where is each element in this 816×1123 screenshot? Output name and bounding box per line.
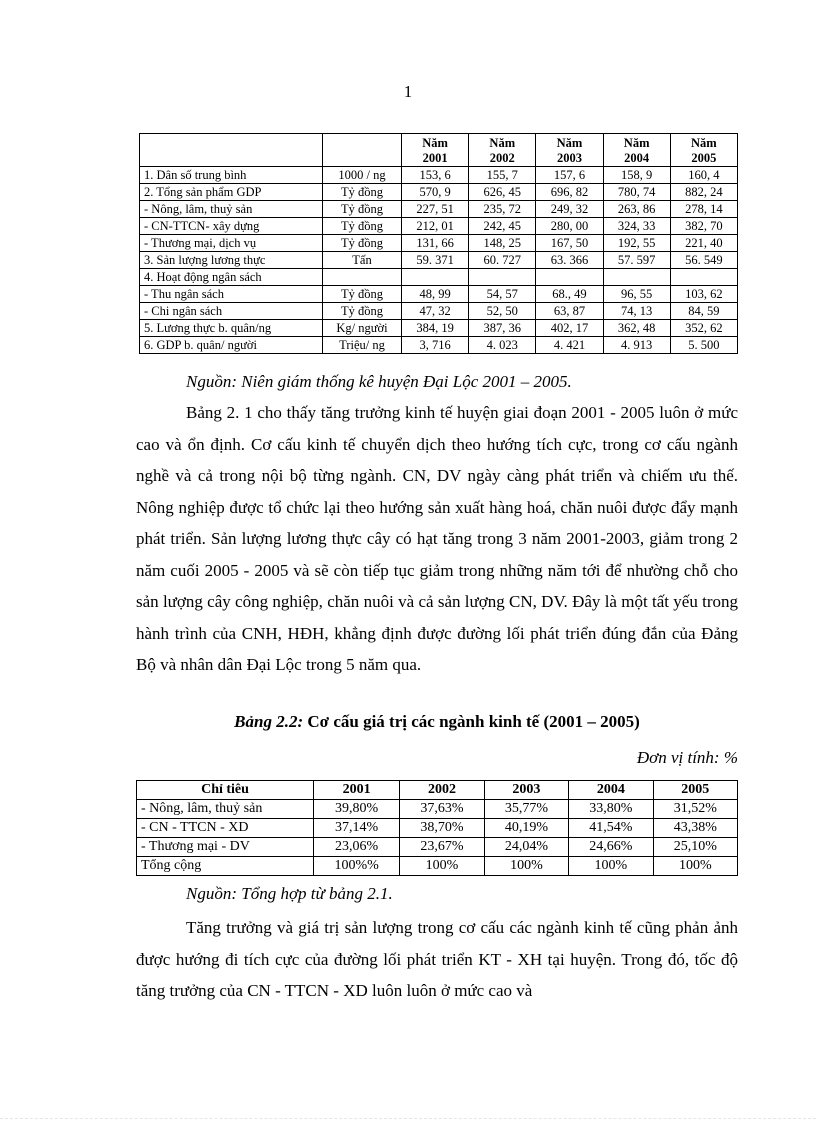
table2-caption-label: Bảng 2.2: — [234, 712, 304, 731]
value-cell: 54, 57 — [469, 286, 536, 303]
value-cell: 242, 45 — [469, 218, 536, 235]
row-label-cell: - Thương mại - DV — [137, 838, 314, 857]
table1-row — [140, 337, 738, 354]
value-cell: 59. 371 — [402, 252, 469, 269]
value-cell: 47, 32 — [402, 303, 469, 320]
row-label-cell: 6. GDP b. quân/ người — [140, 337, 323, 354]
value-cell: 31,52% — [653, 800, 737, 819]
value-cell: 402, 17 — [536, 320, 603, 337]
value-cell: 38,70% — [400, 819, 484, 838]
table1-header-cell: Năm 2003 — [536, 134, 603, 167]
value-cell: 249, 32 — [536, 201, 603, 218]
unit-cell: Tấn — [323, 252, 402, 269]
table1-row — [140, 218, 738, 235]
source-note-2: Nguồn: Tổng hợp từ bảng 2.1. — [186, 884, 393, 903]
paragraph-1: Bảng 2. 1 cho thấy tăng trưởng kinh tế huyện giai đoạn 2001 - 2005 luôn ở mức cao và ổn định. Cơ cấu kinh tế chuyển dịch theo hướng tích cực, trong cơ cấu ngành nghề và cả trong nội bộ từng ngành. CN, DV ngày càng phát triển và chiếm ưu thế. Nông nghiệp được tổ chức lại theo hướng sản xuất hàng hoá, chăn nuôi được đẩy mạnh phát triển. Sản lượng lương thực cây có hạt tăng trong 3 năm 2001-2003, giảm trong 2 năm cuối 2005 - 2005 và sẽ còn tiếp tục giảm trong những năm tới để nhường chỗ cho sản lượng cây công nghiệp, chăn nuôi và cả sản lượng CN, DV. Đây là một tất yếu trong hành trình của CNH, HĐH, khẳng định được đường lối phát triển đúng đắn của Đảng Bộ và nhân dân Đại Lộc trong 5 năm qua. — [136, 403, 738, 674]
value-cell — [402, 269, 469, 286]
table1-header-cell: Năm 2002 — [469, 134, 536, 167]
row-label-cell: Tổng cộng — [137, 857, 314, 876]
unit-cell: Tỷ đồng — [323, 201, 402, 218]
table2-header-cell: 2001 — [314, 781, 400, 800]
table1-row — [140, 235, 738, 252]
unit-note: Đơn vị tính: % — [636, 748, 738, 767]
unit-cell: Tỷ đồng — [323, 286, 402, 303]
value-cell: 192, 55 — [603, 235, 670, 252]
value-cell: 570, 9 — [402, 184, 469, 201]
table1-body — [140, 167, 738, 354]
value-cell: 63, 87 — [536, 303, 603, 320]
value-cell: 4. 913 — [603, 337, 670, 354]
value-cell: 60. 727 — [469, 252, 536, 269]
value-cell: 52, 50 — [469, 303, 536, 320]
page-bottom-divider — [0, 1118, 816, 1119]
value-cell — [469, 269, 536, 286]
value-cell: 155, 7 — [469, 167, 536, 184]
value-cell: 221, 40 — [670, 235, 737, 252]
value-cell: 227, 51 — [402, 201, 469, 218]
value-cell: 362, 48 — [603, 320, 670, 337]
value-cell: 37,63% — [400, 800, 484, 819]
value-cell: 25,10% — [653, 838, 737, 857]
value-cell: 882, 24 — [670, 184, 737, 201]
value-cell: 100% — [569, 857, 653, 876]
row-label-cell: - Thương mại, dịch vụ — [140, 235, 323, 252]
value-cell: 41,54% — [569, 819, 653, 838]
row-label-cell: - Nông, lâm, thuỷ sản — [137, 800, 314, 819]
value-cell — [536, 269, 603, 286]
row-label-cell: 2. Tổng sản phẩm GDP — [140, 184, 323, 201]
value-cell: 96, 55 — [603, 286, 670, 303]
unit-cell: Tỷ đồng — [323, 218, 402, 235]
unit-cell: 1000 / ng — [323, 167, 402, 184]
row-label-cell: 3. Sản lượng lương thực — [140, 252, 323, 269]
value-cell: 5. 500 — [670, 337, 737, 354]
value-cell: 68., 49 — [536, 286, 603, 303]
table2-row — [137, 819, 738, 838]
value-cell: 24,66% — [569, 838, 653, 857]
value-cell: 4. 023 — [469, 337, 536, 354]
table1-row — [140, 269, 738, 286]
value-cell: 100%% — [314, 857, 400, 876]
table1-row — [140, 252, 738, 269]
table2-row — [137, 838, 738, 857]
table1-header-cell: Năm 2001 — [402, 134, 469, 167]
table2-header-cell: 2005 — [653, 781, 737, 800]
table2-header-cell: Chỉ tiêu — [137, 781, 314, 800]
table1-row — [140, 286, 738, 303]
value-cell: 263, 86 — [603, 201, 670, 218]
table1-header-cell: Năm 2004 — [603, 134, 670, 167]
value-cell: 278, 14 — [670, 201, 737, 218]
value-cell: 84, 59 — [670, 303, 737, 320]
value-cell: 4. 421 — [536, 337, 603, 354]
value-cell: 324, 33 — [603, 218, 670, 235]
value-cell — [670, 269, 737, 286]
value-cell: 100% — [653, 857, 737, 876]
row-label-cell: - Thu ngân sách — [140, 286, 323, 303]
value-cell: 387, 36 — [469, 320, 536, 337]
source-note-1: Nguồn: Niên giám thống kê huyện Đại Lộc 2001 – 2005. — [186, 372, 572, 391]
value-cell: 43,38% — [653, 819, 737, 838]
table2-row — [137, 857, 738, 876]
value-cell: 384, 19 — [402, 320, 469, 337]
unit-cell: Triệu/ ng — [323, 337, 402, 354]
table2-header-cell: 2002 — [400, 781, 484, 800]
sector-structure-table — [136, 780, 738, 876]
value-cell: 352, 62 — [670, 320, 737, 337]
value-cell: 235, 72 — [469, 201, 536, 218]
value-cell: 100% — [484, 857, 568, 876]
value-cell: 696, 82 — [536, 184, 603, 201]
table2-caption — [136, 712, 738, 732]
value-cell: 212, 01 — [402, 218, 469, 235]
value-cell: 3, 716 — [402, 337, 469, 354]
unit-cell: Tỷ đồng — [323, 303, 402, 320]
row-label-cell: - CN-TTCN- xây dựng — [140, 218, 323, 235]
value-cell: 780, 74 — [603, 184, 670, 201]
unit-cell: Tỷ đồng — [323, 235, 402, 252]
table1-row — [140, 201, 738, 218]
table2-row — [137, 800, 738, 819]
value-cell: 56. 549 — [670, 252, 737, 269]
page-number: 1 — [403, 82, 413, 101]
table1-header-cell — [323, 134, 402, 167]
value-cell: 157, 6 — [536, 167, 603, 184]
value-cell — [603, 269, 670, 286]
unit-cell — [323, 269, 402, 286]
table1-row — [140, 303, 738, 320]
value-cell: 37,14% — [314, 819, 400, 838]
value-cell: 39,80% — [314, 800, 400, 819]
row-label-cell: - Chi ngân sách — [140, 303, 323, 320]
paragraph-2: Tăng trưởng và giá trị sản lượng trong cơ cấu các ngành kinh tế cũng phản ảnh được hướng đi tích cực của đường lối phát triển KT - XH tại huyện. Trong đó, tốc độ tăng trưởng của CN - TTCN - XD luôn luôn ở mức cao và — [136, 918, 738, 1000]
value-cell: 160, 4 — [670, 167, 737, 184]
value-cell: 23,67% — [400, 838, 484, 857]
value-cell: 131, 66 — [402, 235, 469, 252]
value-cell: 40,19% — [484, 819, 568, 838]
value-cell: 100% — [400, 857, 484, 876]
value-cell: 158, 9 — [603, 167, 670, 184]
value-cell: 23,06% — [314, 838, 400, 857]
table1-header-row — [140, 134, 738, 167]
unit-cell: Kg/ người — [323, 320, 402, 337]
value-cell: 382, 70 — [670, 218, 737, 235]
value-cell: 57. 597 — [603, 252, 670, 269]
table2-caption-text: Cơ cấu giá trị các ngành kinh tế (2001 – 2005) — [303, 712, 640, 731]
table1-header-cell — [140, 134, 323, 167]
economic-indicators-table — [139, 133, 738, 354]
value-cell: 153, 6 — [402, 167, 469, 184]
value-cell: 33,80% — [569, 800, 653, 819]
table1-row — [140, 167, 738, 184]
value-cell: 626, 45 — [469, 184, 536, 201]
value-cell: 74, 13 — [603, 303, 670, 320]
value-cell: 35,77% — [484, 800, 568, 819]
unit-cell: Tỷ đồng — [323, 184, 402, 201]
table2-header-cell: 2003 — [484, 781, 568, 800]
value-cell: 24,04% — [484, 838, 568, 857]
row-label-cell: - Nông, lâm, thuỷ sản — [140, 201, 323, 218]
row-label-cell: 4. Hoạt động ngân sách — [140, 269, 323, 286]
table2-header-cell: 2004 — [569, 781, 653, 800]
value-cell: 103, 62 — [670, 286, 737, 303]
row-label-cell: - CN - TTCN - XD — [137, 819, 314, 838]
row-label-cell: 5. Lương thực b. quân/ng — [140, 320, 323, 337]
table1-row — [140, 184, 738, 201]
table1-header-cell: Năm 2005 — [670, 134, 737, 167]
value-cell: 167, 50 — [536, 235, 603, 252]
row-label-cell: 1. Dân số trung bình — [140, 167, 323, 184]
value-cell: 148, 25 — [469, 235, 536, 252]
value-cell: 48, 99 — [402, 286, 469, 303]
table1-row — [140, 320, 738, 337]
value-cell: 280, 00 — [536, 218, 603, 235]
table2-body — [137, 800, 738, 876]
value-cell: 63. 366 — [536, 252, 603, 269]
table2-header-row — [137, 781, 738, 800]
